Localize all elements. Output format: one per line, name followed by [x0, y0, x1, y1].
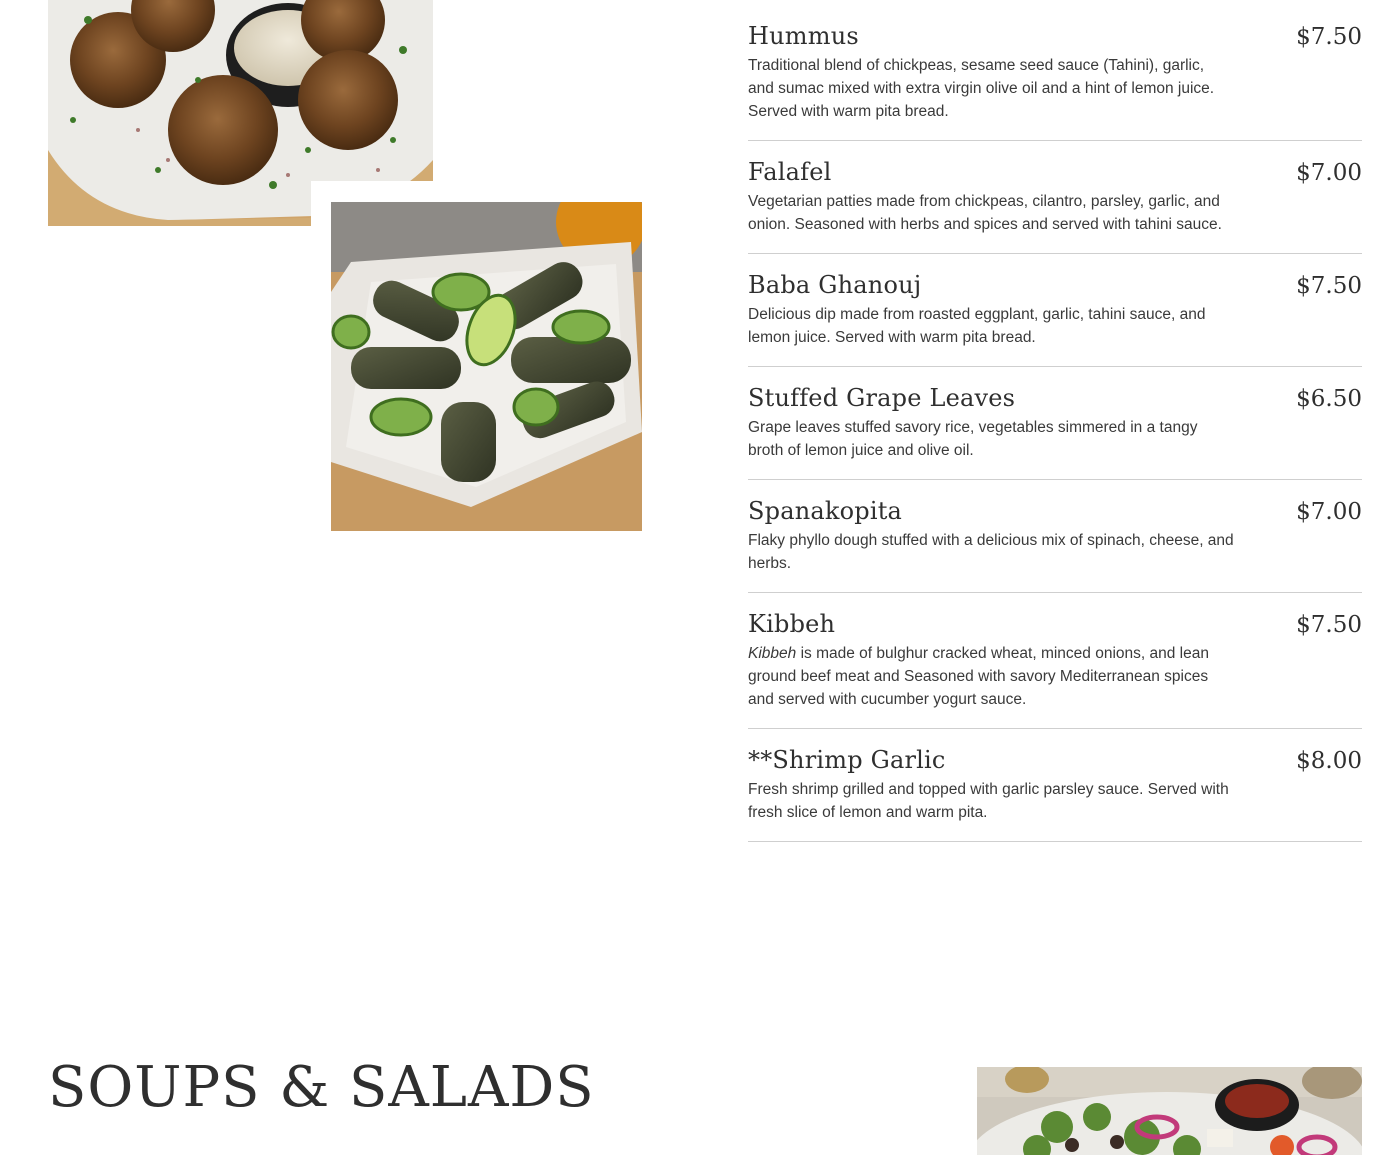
menu-item-price: $8.00: [1296, 748, 1362, 774]
menu-item-description: Vegetarian patties made from chickpeas, cilantro, parsley, garlic, and onion. Seasoned with herbs and spices and served with tahini sauce.: [748, 193, 1222, 233]
menu-item-description: [748, 642, 1234, 711]
menu-item-price: $7.50: [1296, 273, 1362, 299]
menu-item-stuffed-grape-leaves: [748, 382, 1362, 480]
menu-item-description: Traditional blend of chickpeas, sesame seed sauce (Tahini), garlic, and sumac mixed with extra virgin olive oil and a hint of lemon juice. Served with warm pita bread.: [748, 57, 1215, 120]
menu-item-name: Spanakopita: [748, 497, 903, 525]
section-title-soups-salads: SOUPS & SALADS: [48, 1055, 595, 1120]
menu-item-description: Delicious dip made from roasted eggplant, garlic, tahini sauce, and lemon juice. Served with warm pita bread.: [748, 306, 1206, 346]
menu-item-description-italic: Kibbeh: [748, 645, 797, 662]
menu-item-name: Falafel: [748, 158, 832, 186]
menu-item-price: $6.50: [1296, 386, 1362, 412]
menu-item-description: Grape leaves stuffed savory rice, vegetables simmered in a tangy broth of lemon juice and olive oil.: [748, 419, 1198, 459]
menu-item-price: $7.00: [1296, 160, 1362, 186]
menu-item-description: Flaky phyllo dough stuffed with a delicious mix of spinach, cheese, and herbs.: [748, 532, 1234, 572]
menu-item-name: **Shrimp Garlic: [748, 746, 946, 774]
menu-item-price: $7.50: [1296, 24, 1362, 50]
menu-item-falafel: [748, 156, 1362, 254]
salad-photo: [977, 1067, 1362, 1155]
menu-item-hummus: [748, 20, 1362, 141]
menu-item-description-text: is made of bulghur cracked wheat, minced onions, and lean ground beef meat and Seasoned with savory Mediterranean spices and served with cucumber yogurt sauce.: [748, 645, 1209, 708]
menu-item-name: Baba Ghanouj: [748, 271, 922, 299]
menu-item-name: Kibbeh: [748, 610, 836, 638]
menu-item-price: $7.50: [1296, 612, 1362, 638]
menu-item-description: Fresh shrimp grilled and topped with garlic parsley sauce. Served with fresh slice of lemon and warm pita.: [748, 781, 1229, 821]
menu-item-shrimp-garlic: [748, 744, 1362, 842]
menu-item-baba-ghanouj: [748, 269, 1362, 367]
appetizers-menu-list: [748, 20, 1362, 857]
menu-item-kibbeh: [748, 608, 1362, 729]
menu-item-spanakopita: [748, 495, 1362, 593]
menu-item-name: Stuffed Grape Leaves: [748, 384, 1016, 412]
menu-item-price: $7.00: [1296, 499, 1362, 525]
stuffed-grape-leaves-photo: [331, 202, 642, 531]
menu-item-name: Hummus: [748, 22, 859, 50]
